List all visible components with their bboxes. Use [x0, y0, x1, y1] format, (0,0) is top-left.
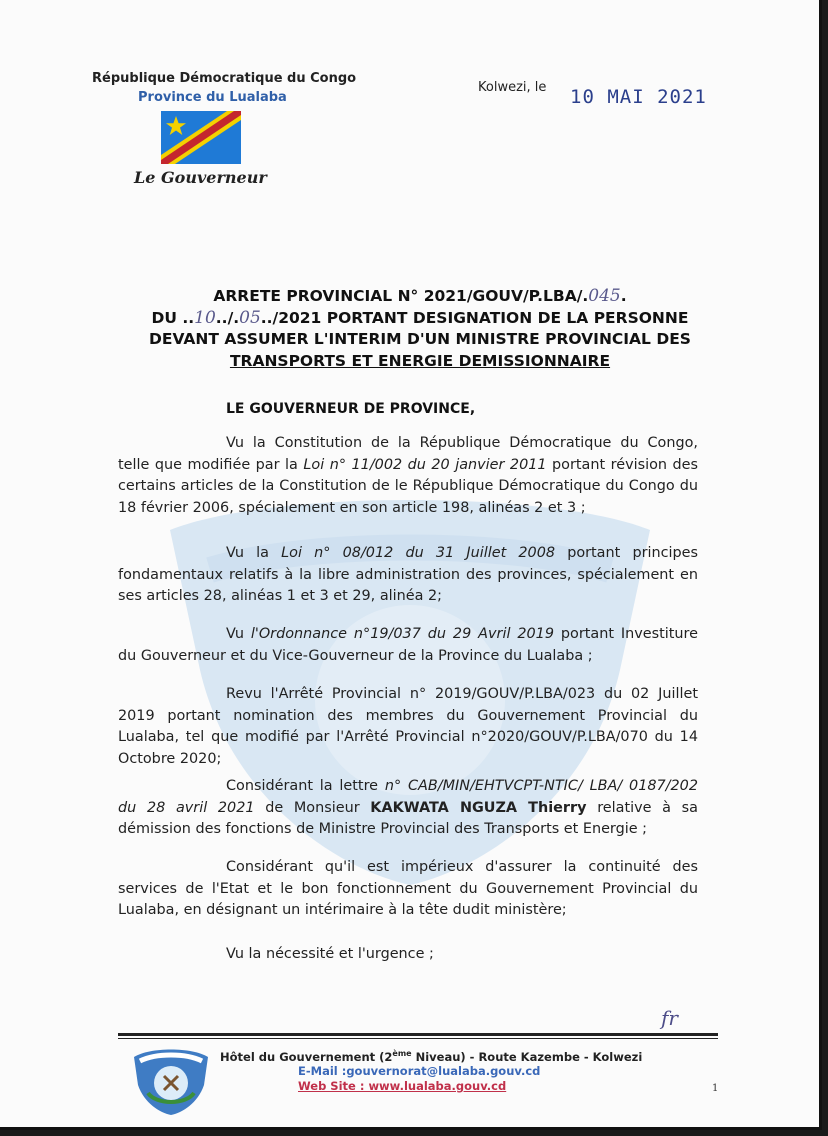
footer-email-link[interactable]: E-Mail :gouvernorat@lualaba.gouv.cd	[298, 1064, 541, 1078]
paragraph-urgence: Vu la nécessité et l'urgence ;	[226, 946, 434, 962]
place-label: Kolwezi, le	[478, 80, 547, 95]
header-province: Province du Lualaba	[138, 90, 287, 105]
lead-heading: LE GOUVERNEUR DE PROVINCE,	[226, 401, 476, 417]
paragraph-ordonnance: Vu l'Ordonnance n°19/037 du 29 Avril 2019 portant Investiture du Gouverneur et du Vice-Gouverneur de la Province du Lualaba ;	[118, 626, 698, 664]
paragraph-continuite: Considérant qu'il est impérieux d'assurer la continuité des services de l'Etat et le bon fonctionnement du Gouvernement Provincial du Lualaba, en désignant un intérimaire à la tête dudit ministère;	[118, 859, 698, 918]
paragraph-loi-2008: Vu la Loi n° 08/012 du 31 Juillet 2008 portant principes fondamentaux relatifs à la libre administration des provinces, spécialement en ses articles 28, alinéas 1 et 3 et 29, alinéa 2;	[118, 545, 699, 604]
title-line-1: ARRETE PROVINCIAL N° 2021/GOUV/P.LBA/.045.	[213, 286, 627, 306]
page-number: 1	[712, 1083, 719, 1094]
title-line-3: DEVANT ASSUMER L'INTERIM D'UN MINISTRE PROVINCIAL DES	[149, 330, 691, 348]
title-line-2: DU ..10../.05../2021 PORTANT DESIGNATION DE LA PERSONNE	[151, 307, 689, 328]
footer-divider-thin	[118, 1038, 718, 1039]
header-country: République Démocratique du Congo	[92, 71, 357, 86]
footer-divider	[118, 1033, 718, 1036]
paragraph-lettre: Considérant la lettre n° CAB/MIN/EHTVCPT-NTIC/ LBA/ 0187/202 du 28 avril 2021 de Monsieur KAKWATA NGUZA Thierry relative à sa démission des fonctions de Ministre Provincial des Transports et Energie ;	[118, 778, 698, 837]
paragraph-arrete: Revu l'Arrêté Provincial n° 2019/GOUV/P.LBA/023 du 02 Juillet 2019 portant nomination des membres du Gouvernement Provincial du Lualaba, tel que modifié par l'Arrêté Provincial n°2020/GOUV/P.LBA/070 du 14 Octobre 2020;	[118, 686, 698, 767]
handwritten-decree-number: 045	[588, 286, 621, 306]
governor-signature-label: Le Gouverneur	[134, 168, 267, 187]
handwritten-day: 10	[194, 307, 216, 328]
handwritten-initials: fr	[661, 1006, 678, 1030]
date-stamp: 10 MAI 2021	[570, 86, 707, 108]
title-line-4: TRANSPORTS ET ENERGIE DEMISSIONNAIRE	[229, 351, 611, 370]
decree-title	[100, 286, 740, 372]
handwritten-month: 05	[239, 307, 261, 328]
footer-website-link[interactable]: Web Site : www.lualaba.gouv.cd	[298, 1079, 507, 1093]
drc-flag-icon	[161, 111, 241, 164]
province-seal-icon	[130, 1043, 212, 1115]
paragraph-constitution: Vu la Constitution de la République Démocratique du Congo, telle que modifiée par la Loi n° 11/002 du 20 janvier 2011 portant révision des certains articles de la Constitution de le République Démocratique du Congo du 18 février 2006, spécialement en son article 198, alinéas 2 et 3 ;	[118, 435, 698, 516]
footer-address: Hôtel du Gouvernement (2ème Niveau) - Route Kazembe - Kolwezi	[220, 1049, 643, 1064]
